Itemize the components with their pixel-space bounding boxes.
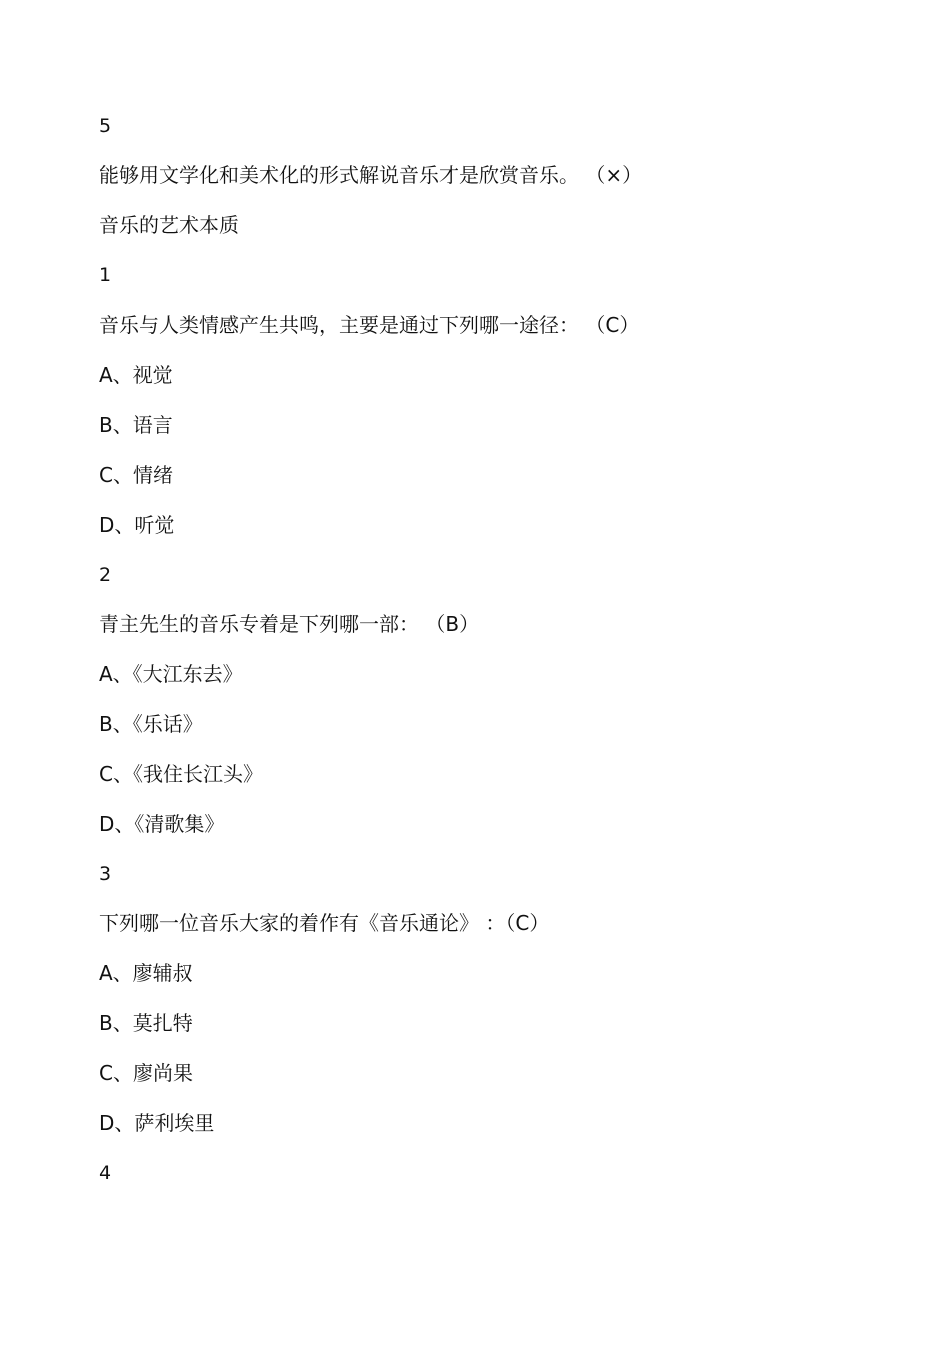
option-d: D、萨利埃里 <box>99 1111 215 1135</box>
option-c: C、《我住长江头》 <box>99 762 263 786</box>
question-number: 3 <box>99 863 112 885</box>
question-text: 下列哪一位音乐大家的着作有《音乐通论》 ：（C） <box>99 911 550 935</box>
question-number: 2 <box>99 564 112 586</box>
option-c: C、廖尚果 <box>99 1061 193 1085</box>
option-b: B、语言 <box>99 413 173 437</box>
question-text: 能够用文学化和美术化的形式解说音乐才是欣赏音乐。 （×） <box>99 163 643 187</box>
option-d: D、听觉 <box>99 513 175 537</box>
option-b: B、莫扎特 <box>99 1011 193 1035</box>
section-heading: 音乐的艺术本质 <box>99 213 239 237</box>
option-a: A、《大江东去》 <box>99 662 243 686</box>
question-number: 4 <box>99 1162 112 1184</box>
question-text: 音乐与人类情感产生共鸣，主要是通过下列哪一途径： （C） <box>99 313 640 337</box>
option-c: C、情绪 <box>99 463 173 487</box>
question-number: 5 <box>99 115 112 137</box>
option-a: A、廖辅叔 <box>99 961 193 985</box>
option-b: B、《乐话》 <box>99 712 203 736</box>
option-a: A、视觉 <box>99 363 173 387</box>
question-text: 青主先生的音乐专着是下列哪一部： （B） <box>99 612 480 636</box>
option-d: D、《清歌集》 <box>99 812 225 836</box>
question-number: 1 <box>99 264 112 286</box>
